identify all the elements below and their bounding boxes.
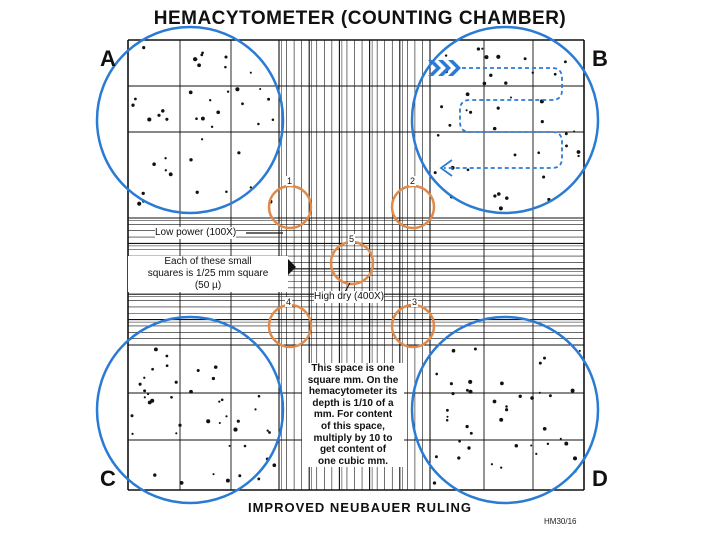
corner-label-c: C — [100, 466, 116, 491]
cell-dot — [466, 389, 469, 392]
center-note-line-6: of this space, — [321, 420, 385, 432]
small-squares-line-3: (50 µ) — [194, 280, 222, 291]
cell-dot — [571, 389, 575, 393]
cell-dot — [554, 73, 557, 76]
chevron-right-icon — [428, 60, 461, 76]
cell-dot — [451, 392, 454, 395]
cell-dot — [151, 368, 154, 371]
small-squares-line-1: Each of these small — [164, 256, 252, 267]
cell-dot — [450, 382, 453, 385]
cell-dot — [272, 119, 275, 122]
center-note-line-2: square mm. On the — [307, 374, 399, 386]
low-power-label: Low power (100X) — [155, 227, 237, 238]
cell-dot — [446, 419, 449, 422]
cell-dot — [142, 192, 145, 195]
cell-dot — [466, 109, 468, 111]
cell-dot — [170, 396, 173, 399]
cell-dot — [258, 395, 261, 398]
cell-dot — [221, 398, 224, 401]
cell-dot — [500, 382, 504, 386]
cell-dot — [225, 191, 228, 194]
cell-dot — [147, 117, 151, 121]
cell-dot — [209, 99, 211, 101]
cell-dot — [440, 105, 443, 108]
center-note-line-3: hemacytometer its — [308, 386, 398, 398]
cell-dot — [530, 396, 534, 400]
cell-dot — [434, 171, 437, 174]
cell-dot — [206, 419, 210, 423]
cell-dot — [452, 349, 456, 353]
square-number-2: 2 — [410, 176, 416, 186]
cell-dot — [530, 444, 532, 446]
cell-dot — [435, 455, 438, 458]
square-number-1: 1 — [287, 176, 293, 186]
cell-dot — [573, 130, 575, 132]
cell-dot — [496, 55, 500, 59]
cell-dot — [226, 479, 230, 483]
cell-dot — [166, 355, 169, 358]
square-number-5: 5 — [349, 234, 355, 244]
cell-dot — [144, 396, 146, 398]
cell-dot — [491, 463, 493, 465]
center-note-line-8: get content of — [319, 444, 387, 456]
cell-dot — [131, 104, 134, 107]
cell-dot — [197, 63, 201, 67]
corner-label-d: D — [592, 466, 608, 491]
cell-dot — [189, 390, 193, 394]
cell-dot — [134, 98, 137, 101]
cell-dot — [165, 169, 167, 171]
cell-dot — [579, 350, 581, 352]
cell-dot — [131, 433, 133, 435]
cell-dot — [212, 473, 214, 475]
cell-dot — [237, 151, 240, 154]
small-squares-note — [128, 256, 288, 292]
cell-dot — [166, 364, 169, 367]
cell-dot — [565, 144, 568, 147]
circle-a — [97, 27, 283, 213]
cell-dot — [143, 389, 146, 392]
cell-dot — [497, 107, 500, 110]
cell-dot — [499, 418, 503, 422]
cell-dot — [493, 400, 497, 404]
cell-dot — [154, 347, 158, 351]
cell-dot — [175, 381, 178, 384]
cell-dot — [259, 88, 261, 90]
cell-dot — [272, 463, 276, 467]
cell-dot — [481, 48, 483, 50]
cell-dot — [193, 57, 197, 61]
cell-dot — [250, 72, 252, 74]
cell-dot — [565, 132, 568, 135]
cell-dot — [165, 118, 168, 121]
cell-dot — [175, 432, 177, 434]
cell-dot — [195, 117, 198, 120]
cell-dot — [573, 456, 577, 460]
cell-dot — [577, 155, 579, 157]
cell-dot — [448, 124, 451, 127]
cell-dot — [164, 157, 166, 159]
cell-dot — [143, 377, 145, 379]
cell-dot — [465, 425, 468, 428]
center-note-line-1: This space is one — [311, 363, 395, 374]
cell-dot — [446, 409, 449, 412]
cell-dot — [225, 415, 227, 417]
small-squares-line-2: squares is 1/25 mm square — [147, 268, 269, 279]
circle-b — [412, 27, 598, 213]
cell-dot — [499, 206, 503, 210]
cell-dot — [504, 81, 507, 84]
cell-dot — [577, 150, 581, 154]
cell-dot — [483, 82, 487, 86]
orange-circle-1 — [269, 186, 311, 228]
cell-dot — [197, 369, 200, 372]
cell-dot — [564, 60, 567, 63]
cell-dot — [196, 191, 199, 194]
cell-dot — [468, 390, 472, 394]
cell-dot — [467, 446, 470, 449]
cell-dot — [543, 357, 546, 360]
cell-dot — [542, 175, 545, 178]
corner-label-a: A — [100, 46, 116, 71]
cell-dot — [224, 66, 227, 69]
cell-dot — [153, 473, 156, 476]
cell-dot — [505, 405, 508, 408]
cell-dot — [535, 453, 537, 455]
square-number-4: 4 — [286, 297, 292, 307]
cell-dot — [493, 194, 496, 197]
cell-dot — [241, 102, 244, 105]
cell-dot — [469, 111, 472, 114]
cell-dot — [445, 54, 447, 56]
cell-dot — [489, 74, 492, 77]
cell-dot — [257, 123, 260, 126]
cell-dot — [560, 438, 562, 440]
cell-dot — [189, 91, 193, 95]
cell-dot — [211, 126, 213, 128]
cell-dot — [477, 47, 480, 50]
cell-dot — [500, 466, 502, 468]
cell-dot — [564, 442, 568, 446]
cell-dot — [227, 91, 229, 93]
cell-dot — [137, 202, 141, 206]
cell-dot — [201, 117, 205, 121]
cell-dot — [437, 134, 440, 137]
cell-dot — [224, 55, 227, 58]
cell-dot — [541, 120, 544, 123]
cell-dot — [543, 427, 547, 431]
cell-dot — [493, 127, 497, 131]
cell-dot — [514, 153, 517, 156]
orange-circle-5 — [331, 242, 373, 284]
page-title: HEMACYTOMETER (COUNTING CHAMBER) — [153, 8, 567, 29]
cell-dot — [238, 474, 241, 477]
cell-dot — [178, 424, 181, 427]
cell-dot — [214, 365, 218, 369]
cell-dot — [142, 46, 145, 49]
center-square-note — [302, 363, 404, 467]
cell-dot — [547, 443, 549, 445]
cell-dot — [446, 416, 448, 418]
cell-dot — [470, 432, 473, 435]
counting-path — [428, 60, 562, 176]
counting-path-line — [444, 68, 562, 168]
cell-dot — [180, 481, 184, 485]
cell-dot — [147, 393, 149, 395]
cell-dot — [519, 395, 522, 398]
cell-dot — [161, 109, 165, 113]
cell-dot — [435, 373, 438, 376]
cell-dot — [268, 431, 271, 434]
cell-dot — [532, 71, 534, 73]
ruling-caption: IMPROVED NEUBAUER RULING — [247, 500, 473, 515]
cell-dot — [233, 428, 237, 432]
cell-dot — [254, 408, 256, 410]
cell-dot — [505, 196, 509, 200]
center-note-line-9: one cubic mm. — [317, 455, 388, 467]
cell-dot — [510, 96, 512, 98]
cell-dot — [485, 55, 489, 59]
cell-dot — [539, 362, 542, 365]
cell-dot — [200, 54, 203, 57]
square-number-3: 3 — [412, 297, 418, 307]
cell-dot — [201, 138, 203, 140]
cell-dot — [466, 92, 470, 96]
cell-dot — [218, 401, 220, 403]
center-note-line-5: mm. For content — [313, 409, 393, 421]
cell-dot — [228, 445, 230, 447]
cell-dot — [515, 444, 519, 448]
figure-code: HM30/16 — [544, 517, 577, 526]
cell-dot — [212, 377, 215, 380]
cell-dot — [468, 380, 472, 384]
cell-dot — [189, 158, 192, 161]
cell-dot — [157, 114, 160, 117]
cell-dot — [549, 394, 552, 397]
cell-dot — [537, 151, 540, 154]
cell-dot — [235, 87, 239, 91]
cell-dot — [131, 414, 134, 417]
cell-dot — [467, 168, 470, 171]
center-note-line-7: multiply by 10 to — [313, 432, 393, 444]
cell-dot — [474, 348, 477, 351]
cell-dot — [505, 408, 508, 411]
orange-circle-2 — [392, 186, 434, 228]
cell-dot — [216, 110, 220, 114]
cell-dot — [244, 445, 247, 448]
cell-dot — [150, 399, 154, 403]
cell-dot — [152, 162, 156, 166]
cell-dot — [169, 172, 173, 176]
cell-dot — [457, 456, 460, 459]
cell-dot — [257, 477, 260, 480]
corner-label-b: B — [592, 46, 608, 71]
cell-dot — [433, 481, 436, 484]
cell-dot — [497, 192, 501, 196]
cell-dot — [267, 429, 269, 431]
cell-dot — [237, 420, 240, 423]
cell-dot — [219, 422, 221, 424]
center-note-line-4: depth is 1/10 of a — [312, 397, 394, 409]
cell-dot — [539, 392, 541, 394]
high-dry-label: High dry (400X) — [314, 291, 385, 302]
cell-dot — [267, 98, 270, 101]
cell-dot — [139, 383, 142, 386]
cell-dot — [458, 440, 461, 443]
cell-dot — [524, 57, 527, 60]
